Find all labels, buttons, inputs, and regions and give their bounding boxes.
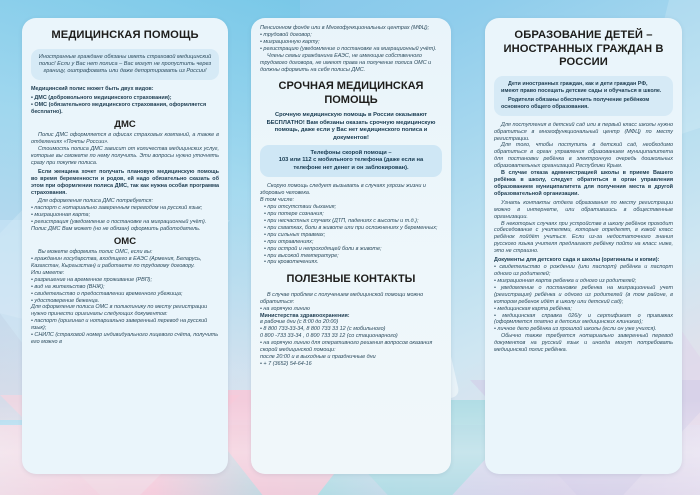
list-item: • медицинская справка 026/у и сертификат о прививках (оформляется платно в детских медицинских клиниках); [494,312,673,326]
contacts-urgent-phone: • + 7 (3652) 54-64-16 [260,361,312,367]
list-item: • при несчастных случаях (ДТП, падениях с высоты и т.д.); [264,217,419,224]
contacts-intro: В случае проблем с получением медицинской помощи можно обратиться: [260,291,424,305]
section-title-useful-contacts: ПОЛЕЗНЫЕ КОНТАКТЫ [286,273,416,286]
list-item: • регистрацию (уведомление о постановке на миграционный учёт). [260,45,437,52]
list-item: • разрешение на временное проживание (РВП); [31,276,152,283]
oms-or-label: Или имеете: [31,269,65,276]
education-refusal-note: В случае отказа администрацией школы в приеме Вашего ребёнка в школу, следует обратиться в орган управления образованием муниципалитета для получения места в другой образовательной организации. [494,170,673,197]
list-item: • регистрация (уведомление о постановке на миграционный учёт). [31,219,207,226]
ambulance-intro: Скорую помощь следует вызывать в случаях угрозы жизни и здоровью человека. [260,183,426,197]
list-item: • при сильных травмах; [264,231,326,238]
list-item: • личное дело ребёнка из прошлой школы (если он уже учился). [494,326,657,333]
highlight-box-ambulance-phones [260,145,442,178]
contacts-phone-mobile: • 8 800 733-33-34, 8 800 733 33 12 (с мобильного) [260,326,386,333]
highlight-box-insurance-warning [31,49,219,81]
list-item: • удостоверение беженца. [31,297,100,304]
oms-documents-intro: Для оформления полиса ОМС в поликлинику по месту регистрации нужно принести оригиналы следующих документов: [31,304,208,318]
dms-documents-intro: Для оформления полиса ДМС потребуется: [38,198,153,205]
list-item: • миграционную карту; [260,38,320,45]
dms-employer-note: Полис ДМС Вам может (но не обязан) оформить работодатель. [31,226,201,233]
eaeu-family-note: Члены семьи гражданина ЕАЭС, не имеющие собственного трудового договора, не имеют права на получение полиса ОМС и должны оформить на себя полисы ДМС. [260,52,432,73]
section-title-education: ОБРАЗОВАНИЕ ДЕТЕЙ – ИНОСТРАННЫХ ГРАЖДАН В РОССИИ [503,29,664,69]
contacts-urgent-hours: после 20:00 и в выходные и праздничные дни [260,354,376,361]
ambulance-including-label: В том числе: [260,197,295,204]
contacts-phone-landline: 0 800 -733 33-34 , 0 800 733 33 12 (со стационарного) [260,333,398,340]
page-title: МЕДИЦИНСКАЯ ПОМОЩЬ [51,29,199,41]
list-item: • вид на жительство (ВНЖ); [31,283,105,290]
list-item: • при высокой температуре; [264,252,339,259]
list-item: • СНИЛС (страховой номер индивидуального лицевого счёта, получить его можно в [31,332,219,346]
list-item: • паспорт с нотариально заверенным переводом на русский язык; [31,205,203,212]
list-item: • при потере сознания; [264,211,324,217]
card-children-education [485,18,682,474]
contacts-urgent-line: • на горячую линию для оперативного решения вопросов оказания скорой медицинской помощи: [260,340,433,354]
list-item: • миграционная карта; [31,212,91,219]
card-medical-assistance [22,18,228,474]
continuation-text: Пенсионном фонде или в Многофункциональных центрах (МФЦ); [260,25,430,31]
contacts-hotline-lead: • на горячую линию [260,305,310,312]
contacts-hotline-ministry: Министерства здравоохранения: [260,312,350,319]
dms-paragraph-2: Стоимость полиса ДМС зависит от количества медицинских услуг, которые вы сможете по нему получить. Эти вопросы нужно уточнять сразу при покупке полиса. [31,145,219,166]
policy-types-lead: Медицинский полис может быть двух видов: [31,86,154,93]
list-item: • трудовой договор; [260,31,312,38]
ambulance-phone-label: Телефоны скорой помощи – [310,149,392,156]
list-item: • при схватках, боли в животе или при осложнениях у беременных; [264,224,438,231]
education-right-text: Дети иностранных граждан, как и дети граждан РФ, имеют право посещать детские сады и обучаться в школе. [501,80,662,94]
list-item: • свидетельство о предоставлении временного убежища; [31,290,183,297]
dms-pregnancy-note: Если женщина хочет получать плановую медицинскую помощь во время беременности и родов, ей надо обязательно сказать об этом при оформлении полиса ДМС, так как нужна особая программа страхования. [31,168,219,196]
oms-intro: Вы можете оформить полис ОМС, если вы: [38,249,153,256]
list-item: • при кровотечениях. [264,259,319,266]
dms-paragraph-1: Полис ДМС оформляется в офисах страховых компаний, а также в отделениях «Почты России». [31,132,219,146]
contacts-hours: в рабочие дни (с 8:00 до 20:00) [260,319,339,326]
list-item: • ОМС (обязательного медицинского страхования, оформляется бесплатно). [31,102,207,116]
education-paragraph-2: Для того, чтобы поступить в детский сад, необходимо обратиться в орган управления образованием муниципалитета для постановки ребёнка в электронную очередь дошкольных образовательных организаций Республики Крым. [494,142,673,170]
list-item: • при отсутствии дыхания; [264,204,337,211]
list-item: • свидетельство о рождении (или паспорт) ребёнка и паспорт одного из родителей; [494,264,673,278]
list-item: • паспорт (оригинал и нотариально заверенный перевод на русский язык); [31,318,208,332]
list-item: • при острой и непроходящей боли в животе; [264,245,382,252]
education-paragraph-4: В некоторых случаях при устройстве в школу ребёнок проходит собеседование с учителями, которые определят, в какой класс ребёнок пойдёт учиться. Если из-за недостаточного знания русского языка учителя предлагают ребёнку пойти на класс ниже, это не страшно. [494,220,673,255]
education-paragraph-1: Для поступления в детский сад или в первый класс школы нужно обратиться в многофункциональный центр (МФЦ) по месту регистрации. [494,121,673,142]
list-item: • ДМС (добровольного медицинского страхования); [31,95,172,102]
list-item: • миграционная карта ребенка и одного из родителей; [494,277,637,284]
documents-note: Обычно также требуется нотариально заверенный перевод документов на русский язык и иногда могут потребовать медицинский полис ребёнка. [494,333,673,354]
highlight-text: Иностранные граждане обязаны иметь страховой медицинский полис! Если у Вас нет полиса – Вас могут не пропустить через границу, оштрафовать или даже депортировать из России! [38,53,212,75]
list-item: • при отравлениях; [264,238,314,245]
ambulance-phone-numbers: 103 или 112 с мобильного телефона (даже если на телефоне нет денег и он заблокирован). [278,157,424,171]
section-heading-dms: ДМС [114,119,136,131]
emergency-free-notice: Срочную медицинскую помощь в России оказывают БЕСПЛАТНО! Вам обязаны оказать срочную медицинскую помощь, даже если у Вас нет медицинского полиса и документов! [266,112,436,141]
list-item: • медицинская карта ребёнка; [494,305,572,312]
documents-title: Документы для детского сада и школы (оригиналы и копии): [494,257,660,264]
list-item: • гражданин государства, входящего в ЕАЭС (Армения, Беларусь, Казахстан, Кыргызстан) и работаете по трудовому договору. [31,255,202,269]
section-title-emergency: СРОЧНАЯ МЕДИЦИНСКАЯ ПОМОЩЬ [278,80,424,106]
highlight-box-education-rights [494,76,673,116]
parents-duty-text: Родители обязаны обеспечить получение ребёнком основного общего образования. [501,96,650,110]
section-heading-oms: ОМС [113,236,137,248]
list-item: • уведомление о постановке ребенка на миграционный учет (регистрация) ребёнка и одного из родителей (в том районе, в котором ребенок идёт в школу или детский сад); [494,284,673,305]
education-paragraph-3: Узнать контакты отдела образования по месту регистрации можно в интернете, или обратившись в общественные организации. [494,199,673,220]
card-emergency-assistance [251,18,451,474]
